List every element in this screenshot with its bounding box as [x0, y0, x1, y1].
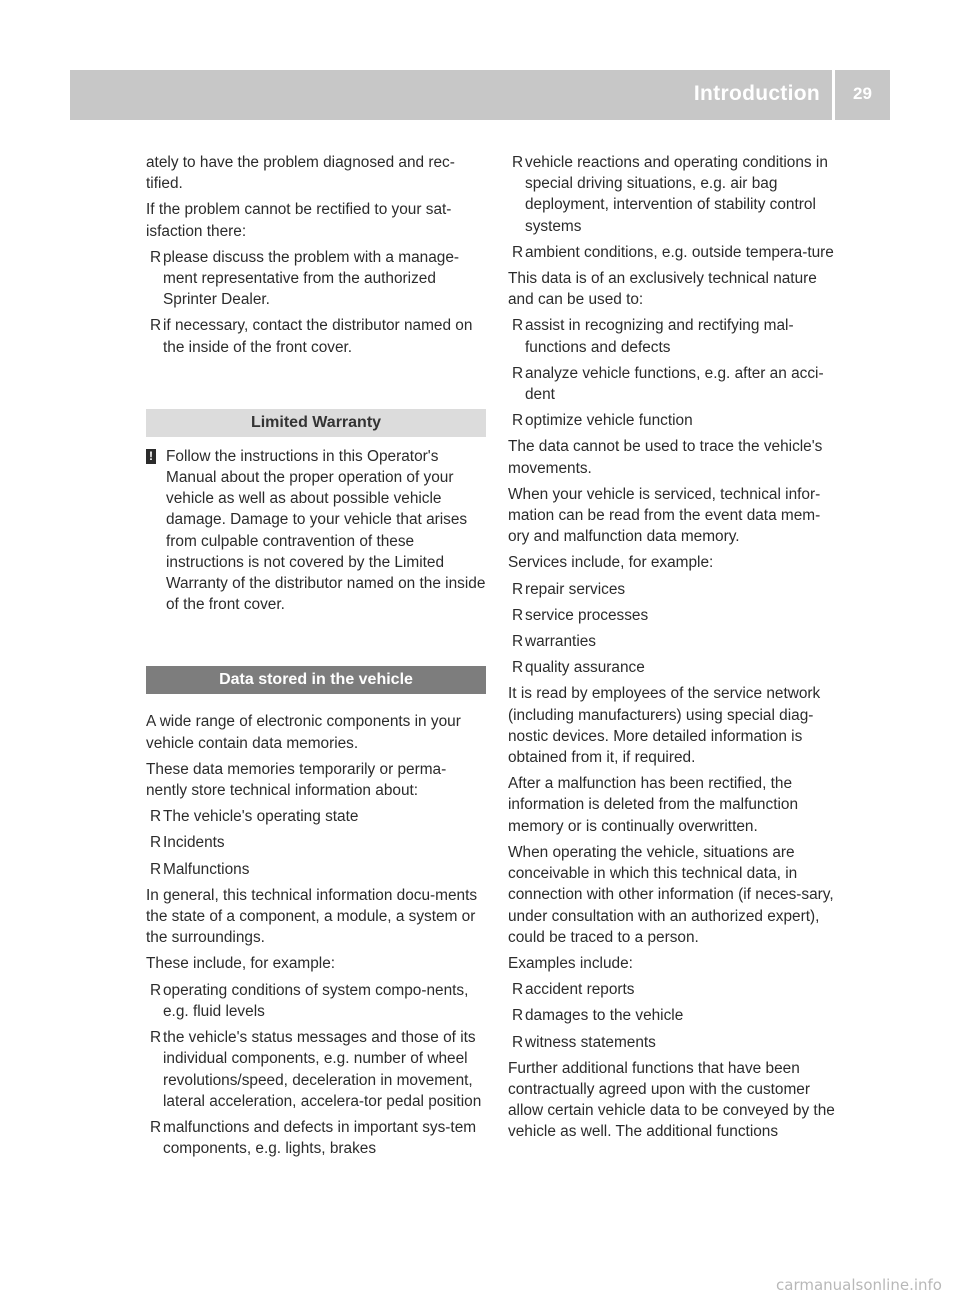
bullet-icon: R — [512, 981, 524, 999]
list-item: R warranties — [508, 631, 840, 652]
paragraph: In general, this technical information docu-ments the state of a component, a module, a system or the surroundings. — [146, 886, 478, 947]
bullet-icon: R — [150, 248, 162, 266]
bullet-icon: R — [512, 243, 524, 261]
section-title: Introduction — [693, 82, 820, 105]
list-item: R the vehicle's status messages and those of its individual components, e.g. number of wheel revolutions/speed, deceleration in movement, lateral acceleration, accelera-tor pedal position — [150, 1029, 482, 1110]
paragraph: Examples include: — [508, 954, 633, 972]
warranty-notice: ! Follow the instructions in this Operator's Manual about the proper operation of your vehicle as well as about possible vehicle damage. Damage to your vehicle that arises from culpable contravention of these instructions is not covered by the Limited Warranty of the distributor named on the inside of the front cover. — [146, 446, 486, 616]
list-item: R analyze vehicle functions, e.g. after an acci-dent — [512, 364, 824, 404]
bullet-icon: R — [512, 1007, 524, 1025]
bullet-icon: R — [150, 1029, 162, 1047]
bullet-icon: R — [150, 317, 162, 335]
list-item: R ambient conditions, e.g. outside tempera-ture — [508, 242, 840, 263]
paragraph: This data is of an exclusively technical nature and can be used to: — [508, 270, 817, 309]
list-item: R The vehicle's operating state — [146, 806, 486, 827]
list-item: R if necessary, contact the distributor named on the inside of the front cover. — [150, 317, 473, 356]
bullet-icon: R — [150, 1118, 162, 1136]
list-item: R please discuss the problem with a manage-ment representative from the authorized Sprinter Dealer. — [150, 248, 459, 309]
list-item: R Incidents — [146, 832, 486, 853]
bullet-icon: R — [512, 154, 524, 171]
paragraph: After a malfunction has been rectified, the information is deleted from the malfunction memory or is continually overwritten. — [508, 775, 799, 835]
paragraph: A wide range of electronic components in your vehicle contain data memories. — [146, 713, 461, 752]
paragraph: These include, for example: — [146, 955, 336, 973]
bullet-icon: R — [512, 659, 524, 677]
list-item: R vehicle reactions and operating conditions in special driving situations, e.g. air bag deployment, intervention of stability control systems — [512, 154, 828, 235]
paragraph: Further additional functions that have been contractually agreed upon with the customer allow certain vehicle data to be conveyed by the vehicle as well. The additional functions — [508, 1059, 835, 1141]
bullet-icon: R — [512, 1033, 524, 1051]
left-column — [146, 152, 486, 1164]
paragraph: When operating the vehicle, situations are conceivable in which this technical data, in connection with other information (if neces-sary, under consultation with an authorized expert), could be traced to a person. — [508, 843, 834, 946]
list-item: R damages to the vehicle — [508, 1005, 840, 1026]
list-item: R malfunctions and defects in important sys-tem components, e.g. lights, brakes — [150, 1118, 477, 1158]
list-item: R optimize vehicle function — [508, 410, 840, 431]
list-item: R repair services — [508, 579, 840, 600]
paragraph: When your vehicle is serviced, technical infor-mation can be read from the event data mem-ory and malfunction data memory. — [508, 485, 821, 546]
list-item: R accident reports — [508, 979, 840, 1000]
paragraph: Services include, for example: — [508, 554, 714, 572]
data-stored-heading: Data stored in the vehicle — [146, 666, 486, 694]
list-item: R Malfunctions — [146, 859, 486, 880]
bullet-icon: R — [150, 981, 162, 999]
bullet-icon: R — [512, 633, 524, 651]
list-item: R quality assurance — [508, 657, 840, 678]
paragraph: ately to have the problem diagnosed and rec-tified. — [146, 154, 455, 193]
list-item: R operating conditions of system compo-nents, e.g. fluid levels — [150, 981, 469, 1020]
exclamation-icon: ! — [146, 449, 156, 464]
paragraph: If the problem cannot be rectified to your sat-isfaction there: — [146, 201, 452, 240]
paragraph: These data memories temporarily or perma-nently store technical information about: — [146, 760, 447, 800]
paragraph: It is read by employees of the service network (including manufacturers) using special diag-nostic devices. More detailed information is obtained from it, if required. — [508, 685, 821, 767]
list-item: R service processes — [508, 605, 840, 626]
right-column — [508, 152, 840, 1148]
bullet-icon: R — [150, 860, 162, 878]
bullet-icon: R — [150, 834, 162, 852]
paragraph: The data cannot be used to trace the vehicle's movements. — [508, 438, 823, 477]
bullet-icon: R — [512, 580, 524, 598]
watermark: carmanualsonline.info — [776, 1276, 942, 1294]
bullet-icon: R — [512, 412, 524, 430]
limited-warranty-heading: Limited Warranty — [146, 409, 486, 437]
list-item: R witness statements — [508, 1032, 840, 1053]
list-item: R assist in recognizing and rectifying mal-functions and defects — [512, 317, 794, 356]
page-number: 29 — [853, 84, 872, 103]
bullet-icon: R — [512, 317, 524, 335]
bullet-icon: R — [512, 606, 524, 624]
bullet-icon: R — [512, 364, 524, 382]
bullet-icon: R — [150, 808, 162, 826]
